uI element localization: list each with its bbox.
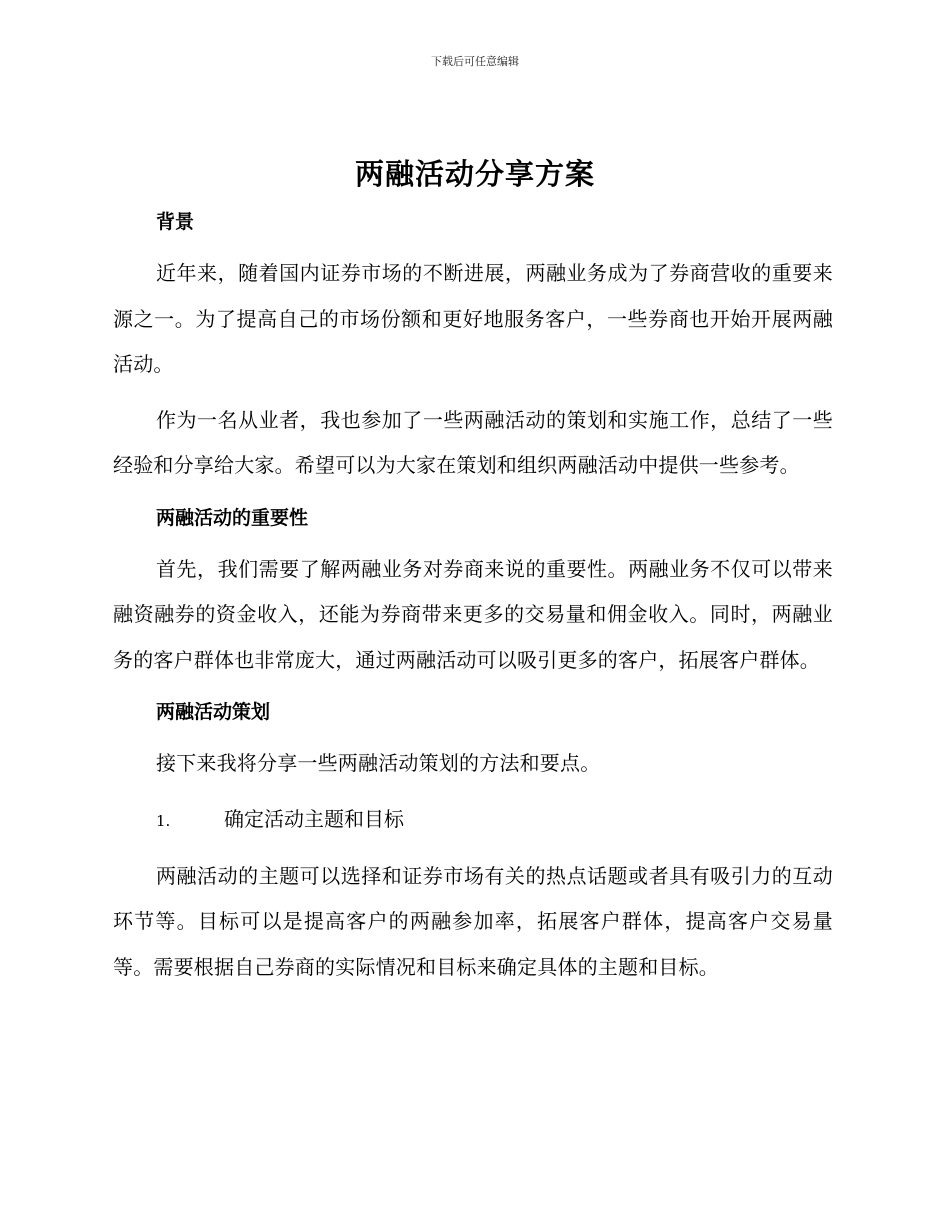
planning-item1-paragraph: 两融活动的主题可以选择和证券市场有关的热点话题或者具有吸引力的互动环节等。目标可以是提高客户的两融参加率，拓展客户群体，提高客户交易量等。需要根据自己券商的实际情况和目标来确定具体的主题和目标。	[113, 863, 833, 979]
list-item-number: 1.	[156, 811, 171, 830]
importance-paragraph-1: 首先，我们需要了解两融业务对券商来说的重要性。两融业务不仅可以带来融资融券的资金收入，还能为券商带来更多的交易量和佣金收入。同时，两融业务的客户群体也非常庞大，通过两融活动可以吸引更多的客户，拓展客户群体。	[113, 556, 833, 672]
header-note: 下载后可任意编辑	[431, 55, 519, 68]
document-title: 两融活动分享方案	[354, 157, 595, 191]
background-paragraph-2: 作为一名从业者，我也参加了一些两融活动的策划和实施工作，总结了一些经验和分享给大家。希望可以为大家在策划和组织两融活动中提供一些参考。	[113, 407, 833, 477]
planning-intro: 接下来我将分享一些两融活动策划的方法和要点。	[156, 751, 601, 775]
section-heading-planning: 两融活动策划	[156, 701, 271, 723]
section-heading-importance: 两融活动的重要性	[156, 506, 309, 529]
section-heading-background: 背景	[156, 211, 195, 233]
list-item-label: 确定活动主题和目标	[224, 806, 404, 831]
document-body	[113, 206, 833, 990]
list-item	[113, 797, 833, 844]
background-paragraph-1: 近年来，随着国内证券市场的不断进展，两融业务成为了券商营收的重要来源之一。为了提高自己的市场份额和更好地服务客户，一些券商也开始开展两融活动。	[113, 261, 833, 376]
